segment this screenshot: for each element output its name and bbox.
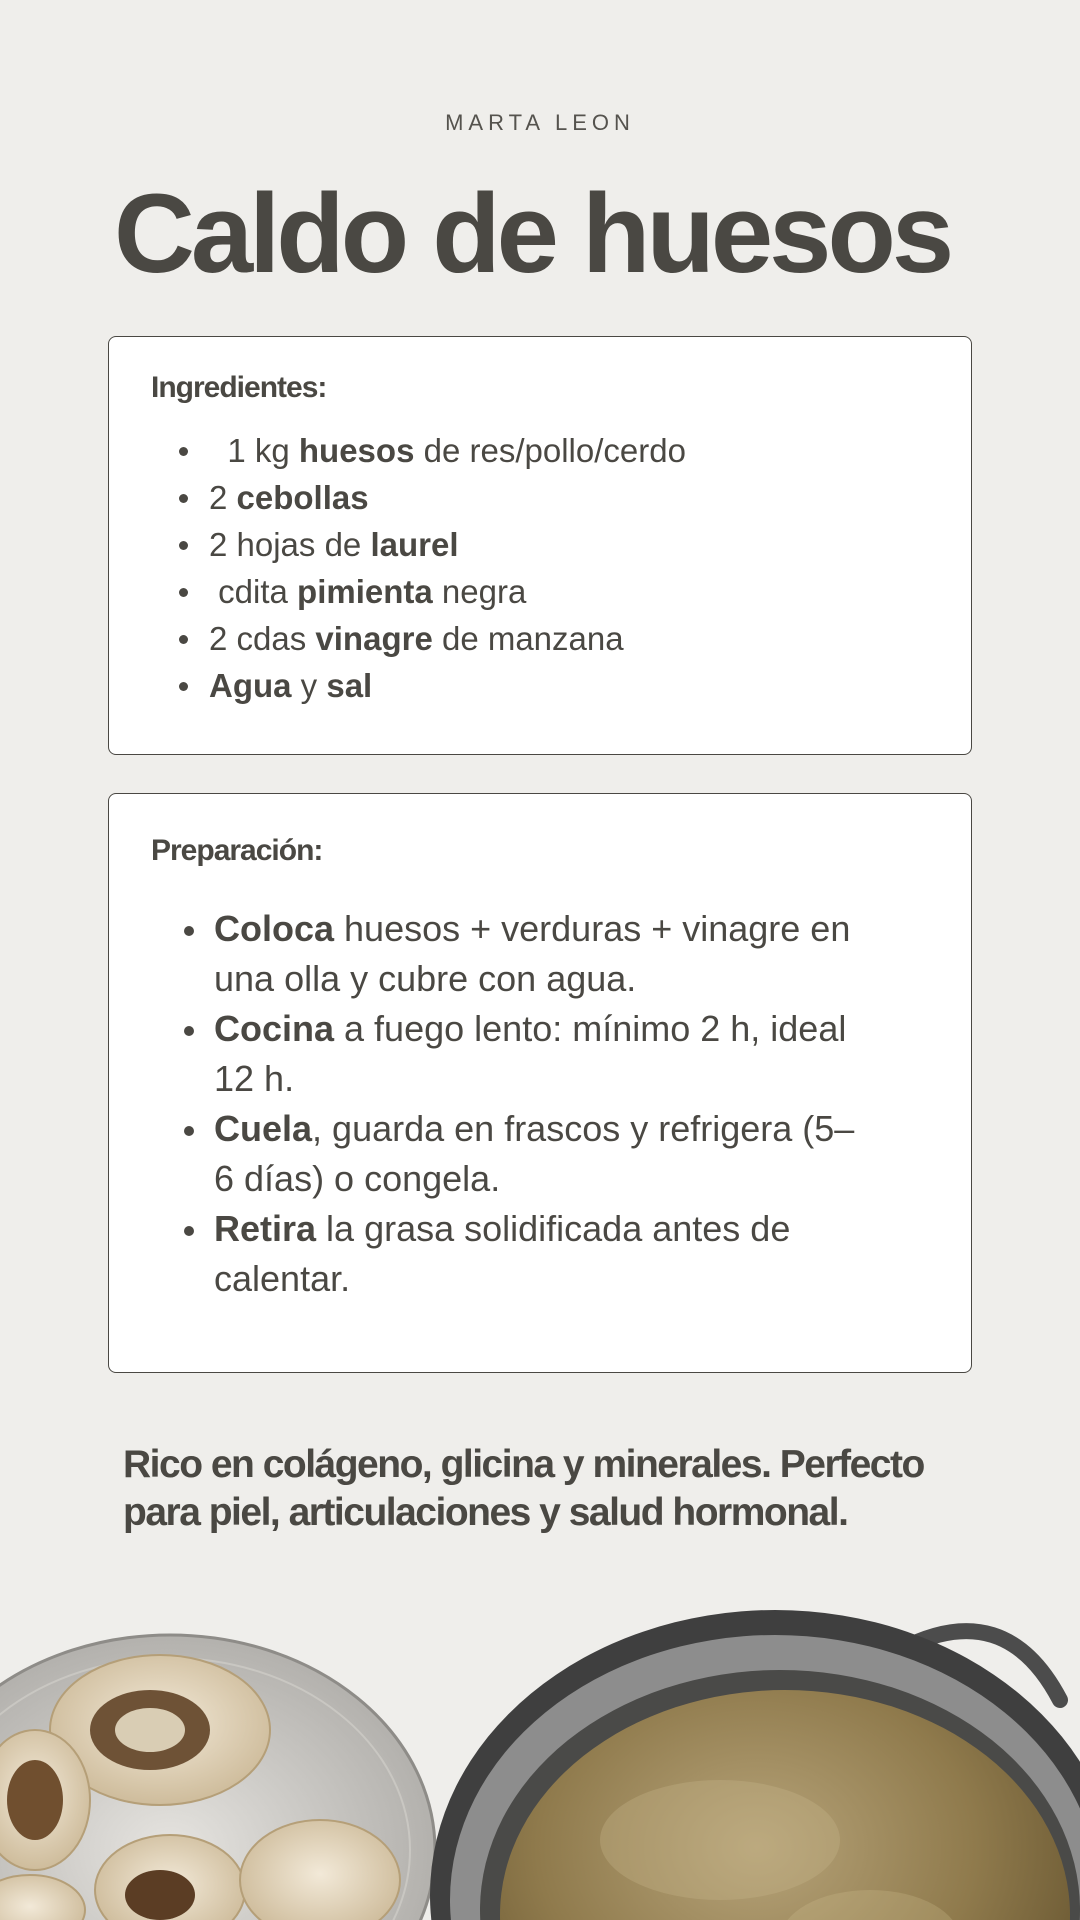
author-name: MARTA LEON <box>445 110 635 135</box>
recipe-title: Caldo de huesos <box>114 171 951 296</box>
preparation-list <box>151 904 931 1304</box>
list-item: Retira la grasa solidificada antes de calentar. <box>184 1204 874 1304</box>
list-item: 2 hojas de laurel <box>179 521 931 568</box>
list-item: Coloca huesos + verduras + vinagre en una olla y cubre con agua. <box>184 904 874 1004</box>
list-item: Agua y sal <box>179 662 931 709</box>
list-item: 1 kg huesos de res/pollo/cerdo <box>179 427 931 474</box>
preparation-heading: Preparación: <box>151 834 323 867</box>
food-photo <box>0 1610 1080 1920</box>
list-item: 2 cdas vinagre de manzana <box>179 615 931 662</box>
list-item: Cuela, guarda en frascos y refrigera (5–6 días) o congela. <box>184 1104 874 1204</box>
list-item: Cocina a fuego lento: mínimo 2 h, ideal 12 h. <box>184 1004 874 1104</box>
list-item: cdita pimienta negra <box>179 568 931 615</box>
benefits-tagline: Rico en colágeno, glicina y minerales. Perfecto para piel, articulaciones y salud hormonal. <box>123 1443 924 1534</box>
bones-plate-icon <box>0 1635 435 1920</box>
preparation-card <box>108 793 972 1373</box>
ingredients-card <box>108 336 972 755</box>
list-item: 2 cebollas <box>179 474 931 521</box>
ingredients-heading: Ingredientes: <box>151 371 327 404</box>
broth-pot-icon <box>430 1610 1080 1920</box>
ingredients-list <box>151 427 931 709</box>
